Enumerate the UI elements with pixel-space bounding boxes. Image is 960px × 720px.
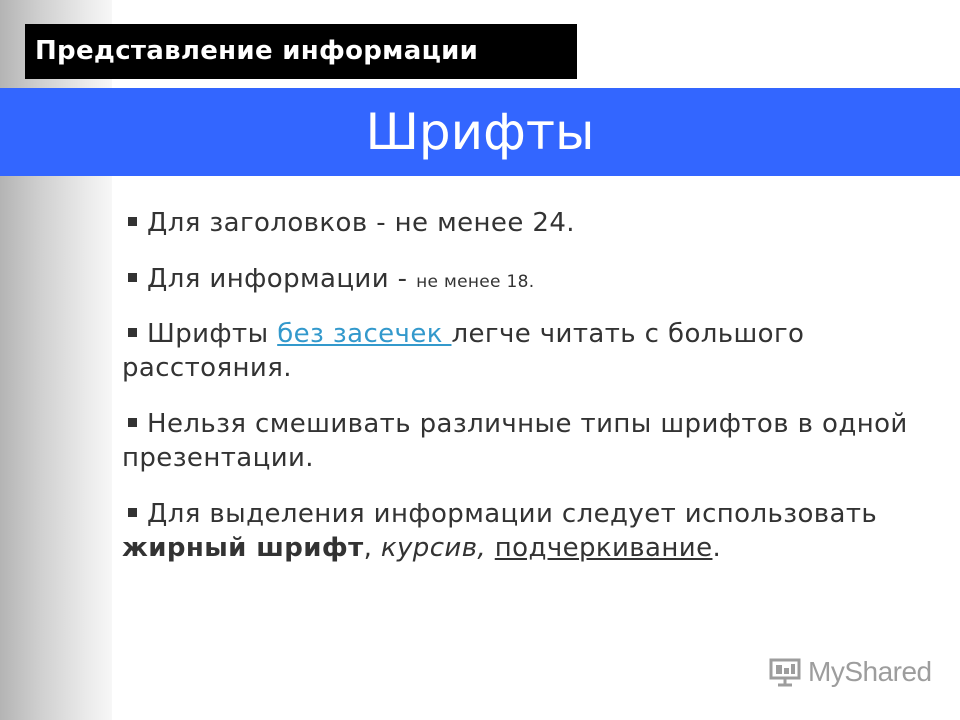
watermark-logo <box>768 652 932 692</box>
bullet-item-information <box>122 262 940 299</box>
bullet-list <box>122 206 940 587</box>
presentation-screen-icon <box>768 657 802 687</box>
bullet-text <box>486 533 495 563</box>
section-label: Представление информации <box>25 24 577 79</box>
bold-example: жирный шрифт <box>122 533 364 563</box>
bullet-text-small: не менее 18. <box>416 272 535 292</box>
bullet-text: Шрифты <box>147 319 278 349</box>
underline-example: подчеркивание <box>494 533 713 563</box>
bullet-text: . <box>712 533 722 563</box>
bullet-text: Для информации - <box>147 264 417 294</box>
bullet-item-emphasis <box>122 497 940 565</box>
square-bullet-icon <box>128 328 137 337</box>
watermark-text: MyShared <box>808 656 932 687</box>
sans-serif-link[interactable]: без засечек <box>277 319 452 349</box>
square-bullet-icon <box>128 418 137 427</box>
bullet-item-headings <box>122 206 940 240</box>
bullet-item-sans-serif <box>122 317 940 385</box>
italic-example: курсив, <box>380 533 487 563</box>
square-bullet-icon <box>128 217 137 226</box>
bullet-item-mixing-fonts <box>122 407 940 475</box>
bullet-text: Для заголовков - не менее 24. <box>147 208 575 238</box>
bullet-text: легче читать с большого расстояния. <box>122 319 805 383</box>
bullet-text: Нельзя смешивать различные типы шрифтов в одной презентации. <box>122 409 908 473</box>
square-bullet-icon <box>128 508 137 517</box>
bullet-text: , <box>363 533 381 563</box>
square-bullet-icon <box>128 273 137 282</box>
bullet-text: Для выделения информации следует использовать <box>147 499 878 529</box>
slide-title: Шрифты <box>365 103 595 161</box>
